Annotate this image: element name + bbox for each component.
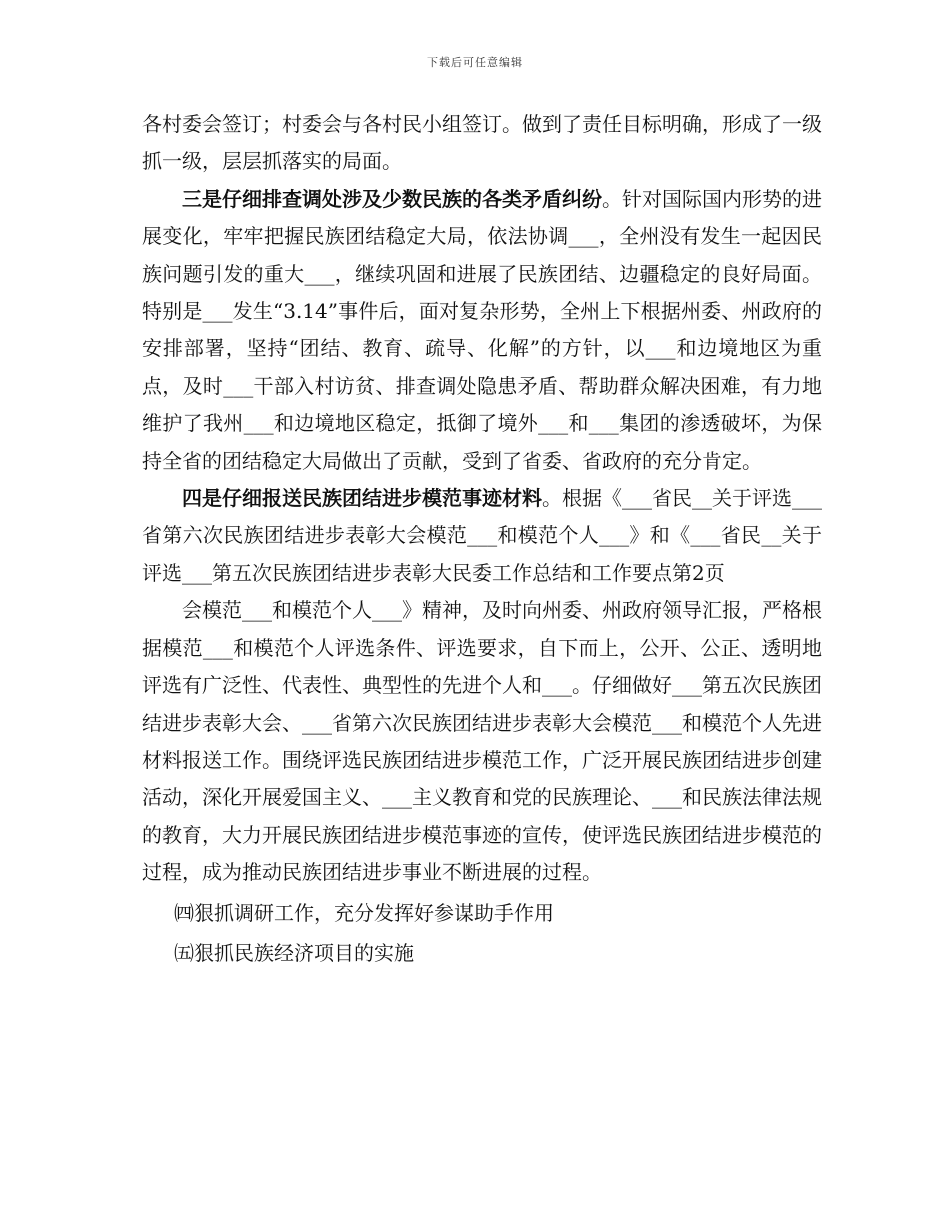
paragraph-continuation: 各村委会签订；村委会与各村民小组签订。做到了责任目标明确，形成了一级抓一级，层层抓落实的局面。 (142, 112, 822, 174)
header-note: 下载后可任意编辑 (427, 56, 523, 69)
paragraph-four-continued: 会模范___和模范个人___》精神，及时向州委、州政府领导汇报，严格根据模范___和模范个人评选条件、评选要求，自下而上，公开、公正、透明地评选有广泛性、代表性、典型性的先进个人和___。仔细做好___第五次民族团结进步表彰大会、___省第六次民族团结进步表彰大会模范___和模范个人先进材料报送工作。围绕评选民族团结进步模范工作，广泛开展民族团结进步创建活动，深化开展爱国主义、___主义教育和党的民族理论、___和民族法律法规的教育，大力开展民族团结进步模范事迹的宣传，使评选民族团结进步模范的过程，成为推动民族团结进步事业不断进展的过程。 (142, 598, 822, 885)
paragraph-four (142, 480, 822, 592)
paragraph-three-heading: 三是仔细排查调处涉及少数民族的各类矛盾纠纷 (182, 186, 602, 211)
paragraph-three (142, 181, 822, 480)
body-text (142, 106, 822, 972)
paragraph-four-body: 。根据《___省民__关于评选___省第六次民族团结进步表彰大会模范___和模范个人___》和《___省民__关于评选___第五次民族团结进步表彰大民委工作总结和工作要点第2页 (142, 486, 822, 585)
list-item-economic-projects: ㈤狠抓民族经济项目的实施 (174, 940, 414, 965)
paragraph-three-body: 。针对国际国内形势的进展变化，牢牢把握民族团结稳定大局，依法协调___，全州没有发生一起因民族问题引发的重大___，继续巩固和进展了民族团结、边疆稳定的良好局面。特别是___发生“3.14”事件后，面对复杂形势，全州上下根据州委、州政府的安排部署，坚持“团结、教育、疏导、化解”的方针，以___和边境地区为重点，及时___干部入村访贫、排查调处隐患矛盾、帮助群众解决困难，有力地维护了我州___和边境地区稳定，抵御了境外___和___集团的渗透破坏，为保持全省的团结稳定大局做出了贡献，受到了省委、省政府的充分肯定。 (142, 186, 822, 473)
paragraph-four-heading: 四是仔细报送民族团结进步模范事迹材料 (182, 486, 542, 511)
list-item-research: ㈣狠抓调研工作，充分发挥好参谋助手作用 (174, 900, 554, 925)
